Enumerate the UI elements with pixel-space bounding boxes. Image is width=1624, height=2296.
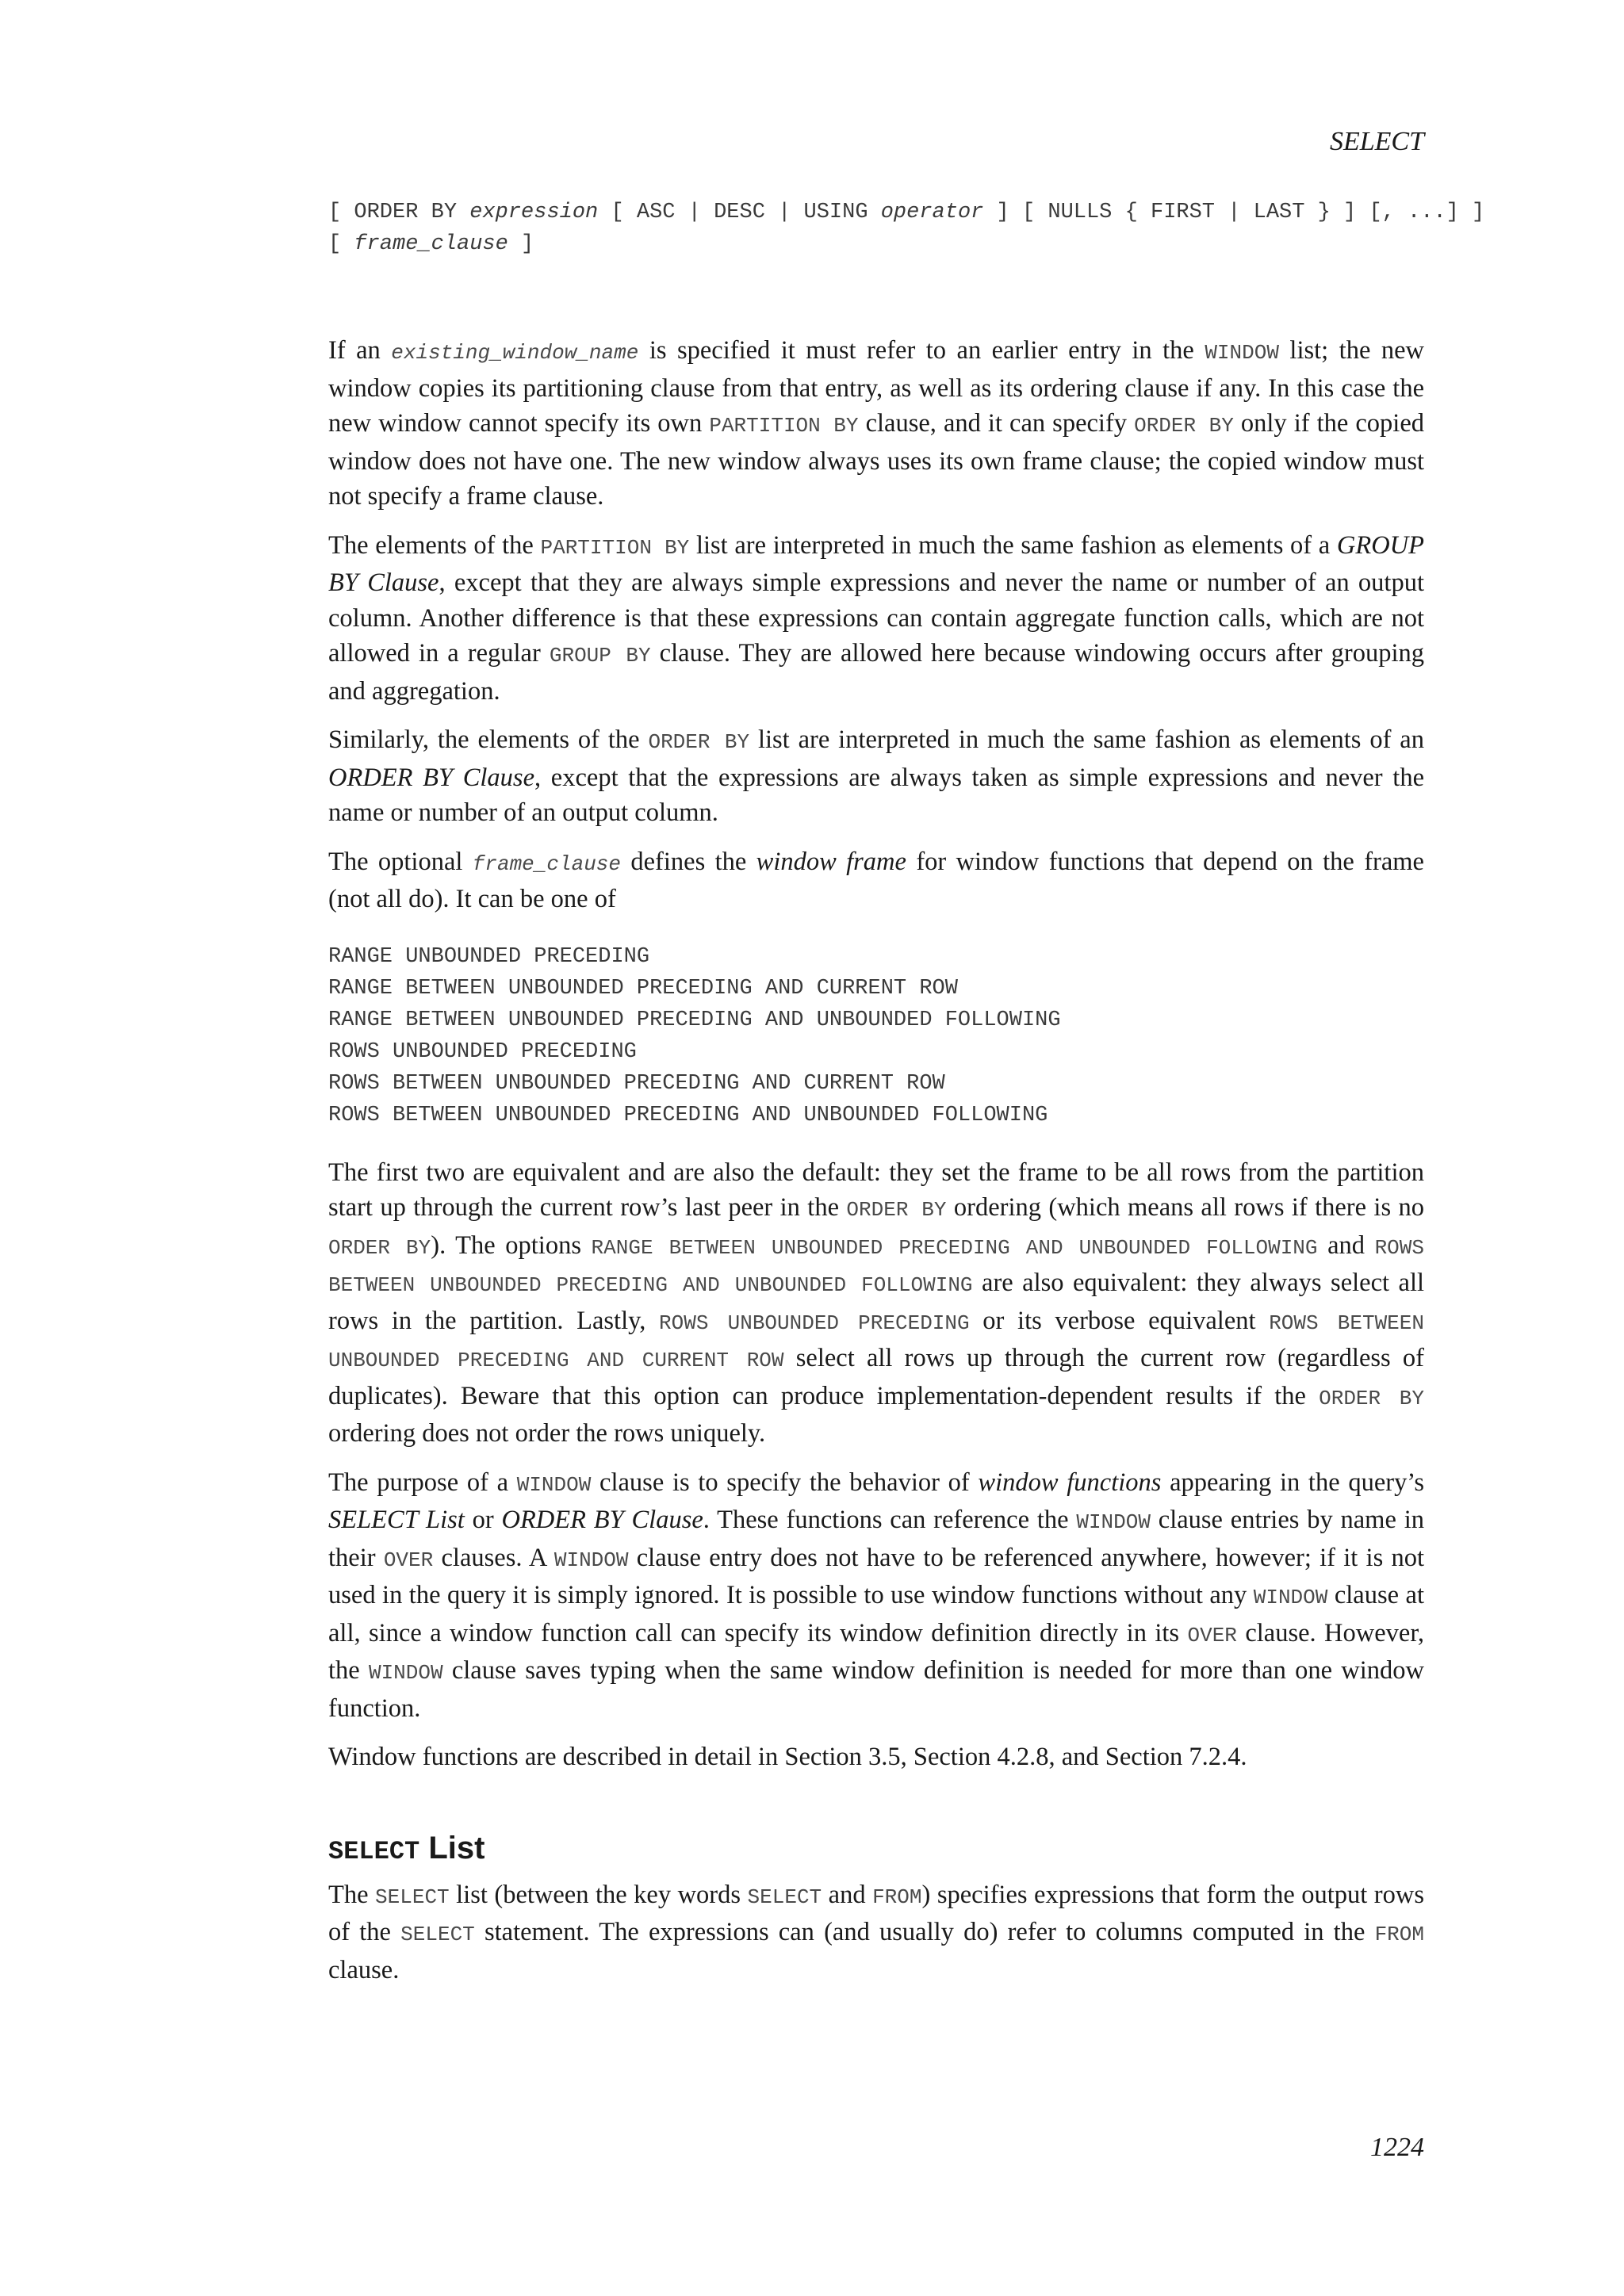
synopsis-text: ] [ NULLS { FIRST | LAST } ] [, ...] ]: [983, 201, 1485, 224]
inline-code: WINDOW: [1253, 1586, 1328, 1609]
inline-code: GROUP BY: [549, 644, 651, 668]
synopsis-text: ]: [508, 232, 534, 256]
inline-code: ORDER BY: [648, 730, 750, 754]
inline-code: ORDER BY: [846, 1198, 947, 1222]
inline-code: SELECT: [375, 1885, 450, 1909]
inline-code: WINDOW: [1076, 1510, 1151, 1534]
inline-code: SELECT: [747, 1885, 822, 1909]
inline-code: PARTITION BY: [540, 535, 690, 560]
inline-code: FROM: [1374, 1923, 1424, 1946]
paragraph-existing-window: If an existing_window_name is specified it must refer to an earlier entry in the WINDOW list; the new window copies its partitioning clause from that entry, as well as its ordering clause if any. In this case the new window cannot specify its own PARTITION BY clause, and it can specify ORDER BY only if the copied window does not have one. The new window always uses its own frame clause; the copied window must not specify a frame clause.: [328, 336, 1425, 511]
cross-reference[interactable]: GROUP BY Clause: [328, 530, 1424, 597]
synopsis-text: [: [328, 232, 354, 256]
code-line: RANGE BETWEEN UNBOUNDED PRECEDING AND CURRENT ROW: [328, 976, 958, 1001]
synopsis-placeholder: expression: [469, 201, 599, 224]
synopsis-text: [ ASC | DESC | USING: [598, 201, 881, 224]
inline-code: ROWS BETWEEN UNBOUNDED PRECEDING AND UNBOUNDED FOLLOWING: [328, 1235, 1424, 1297]
inline-code: OVER: [383, 1548, 434, 1572]
inline-code: OVER: [1187, 1623, 1237, 1647]
inline-code: WINDOW: [1205, 341, 1279, 365]
running-header: SELECT: [1329, 127, 1424, 156]
inline-code: FROM: [872, 1885, 922, 1909]
window-clause-synopsis: [328, 197, 1613, 260]
synopsis-placeholder: operator: [880, 201, 984, 224]
inline-code: WINDOW: [516, 1472, 592, 1497]
inline-code: RANGE BETWEEN UNBOUNDED PRECEDING AND UNBOUNDED FOLLOWING: [591, 1235, 1318, 1260]
code-line: RANGE BETWEEN UNBOUNDED PRECEDING AND UNBOUNDED FOLLOWING: [328, 1008, 1061, 1032]
paragraph-frame-clause: The optional frame_clause defines the window frame for window functions that depend on the frame (not all do). It can be one of: [328, 847, 1424, 913]
paragraph-partition-by: The elements of the PARTITION BY list are interpreted in much the same fashion as elements of a GROUP BY Clause, except that they are always simple expressions and never the name or number of an output column. Another difference is that these expressions can contain aggregate function calls, which are not allowed in a regular GROUP BY clause. They are allowed here because windowing occurs after grouping and aggregation.: [328, 530, 1425, 706]
inline-code: ORDER BY: [328, 1235, 431, 1260]
cross-reference[interactable]: SELECT List: [328, 1506, 465, 1534]
section-title: List: [419, 1830, 485, 1866]
inline-code: existing_window_name: [391, 341, 639, 365]
page-number: 1224: [1370, 2133, 1424, 2162]
paragraph-window-reference: Window functions are described in detail in Section 3.5, Section 4.2.8, and Section 7.2.4.: [328, 1743, 1247, 1771]
inline-code: ROWS BETWEEN UNBOUNDED PRECEDING AND CURRENT ROW: [328, 1311, 1424, 1372]
section-keyword: SELECT: [328, 1836, 420, 1866]
section-heading-select-list: [328, 1831, 1424, 1866]
code-line: ROWS BETWEEN UNBOUNDED PRECEDING AND UNBOUNDED FOLLOWING: [328, 1103, 1048, 1127]
code-line: ROWS BETWEEN UNBOUNDED PRECEDING AND CURRENT ROW: [328, 1071, 945, 1096]
inline-code: ORDER BY: [1319, 1386, 1424, 1410]
inline-code: WINDOW: [368, 1661, 443, 1685]
cross-reference[interactable]: ORDER BY Clause: [501, 1506, 703, 1534]
synopsis-text: [ ORDER BY: [328, 201, 470, 224]
inline-code: ORDER BY: [1134, 414, 1234, 438]
code-line: ROWS UNBOUNDED PRECEDING: [328, 1039, 637, 1064]
inline-code: frame_clause: [472, 851, 621, 876]
cross-reference[interactable]: ORDER BY Clause: [328, 763, 535, 792]
synopsis-line: [328, 228, 1613, 260]
emphasis-term: window functions: [978, 1468, 1162, 1497]
inline-code: ROWS UNBOUNDED PRECEDING: [659, 1311, 970, 1335]
paragraph-order-by: Similarly, the elements of the ORDER BY list are interpreted in much the same fashion as elements of an ORDER BY Clause, except that the expressions are always taken as simple expressions and never the name or number of an output column.: [328, 725, 1424, 827]
body-text: [328, 333, 1424, 2001]
synopsis-placeholder: frame_clause: [354, 232, 508, 256]
synopsis-line: [328, 197, 1613, 228]
paragraph-window-purpose: The purpose of a WINDOW clause is to specify the behavior of window functions appearing in the query’s SELECT List or ORDER BY Clause. These functions can reference the WINDOW clause entries by name in their OVER clauses. A WINDOW clause entry does not have to be referenced anywhere, however; if it is not used in the query it is simply ignored. It is possible to use window functions without any WINDOW clause at all, since a window function call can specify its window definition directly in its OVER clause. However, the WINDOW clause saves typing when the same window definition is needed for more than one window function.: [328, 1468, 1424, 1723]
frame-options-code: [328, 941, 1424, 1131]
inline-code: SELECT: [400, 1923, 475, 1946]
code-line: RANGE UNBOUNDED PRECEDING: [328, 944, 650, 969]
paragraph-select-list: The SELECT list (between the key words SELECT and FROM) specifies expressions that form the output rows of the SELECT statement. The expressions can (and usually do) refer to columns computed in the FROM clause.: [328, 1880, 1424, 1984]
emphasis-term: window frame: [756, 847, 906, 876]
paragraph-frame-equivalence: The first two are equivalent and are also the default: they set the frame to be all rows from the partition start up through the current row’s last peer in the ORDER BY ordering (which means all rows if there is no ORDER BY). The options RANGE BETWEEN UNBOUNDED PRECEDING AND UNBOUNDED FOLLOWING and ROWS BETWEEN UNBOUNDED PRECEDING AND UNBOUNDED FOLLOWING are also equivalent: they always select all rows in the partition. Lastly, ROWS UNBOUNDED PRECEDING or its verbose equivalent ROWS BETWEEN UNBOUNDED PRECEDING AND CURRENT ROW select all rows up through the current row (regardless of duplicates). Beware that this option can produce implementation-dependent results if the ORDER BY ordering does not order the rows uniquely.: [328, 1158, 1424, 1448]
inline-code: PARTITION BY: [709, 414, 859, 438]
inline-code: WINDOW: [553, 1548, 629, 1572]
